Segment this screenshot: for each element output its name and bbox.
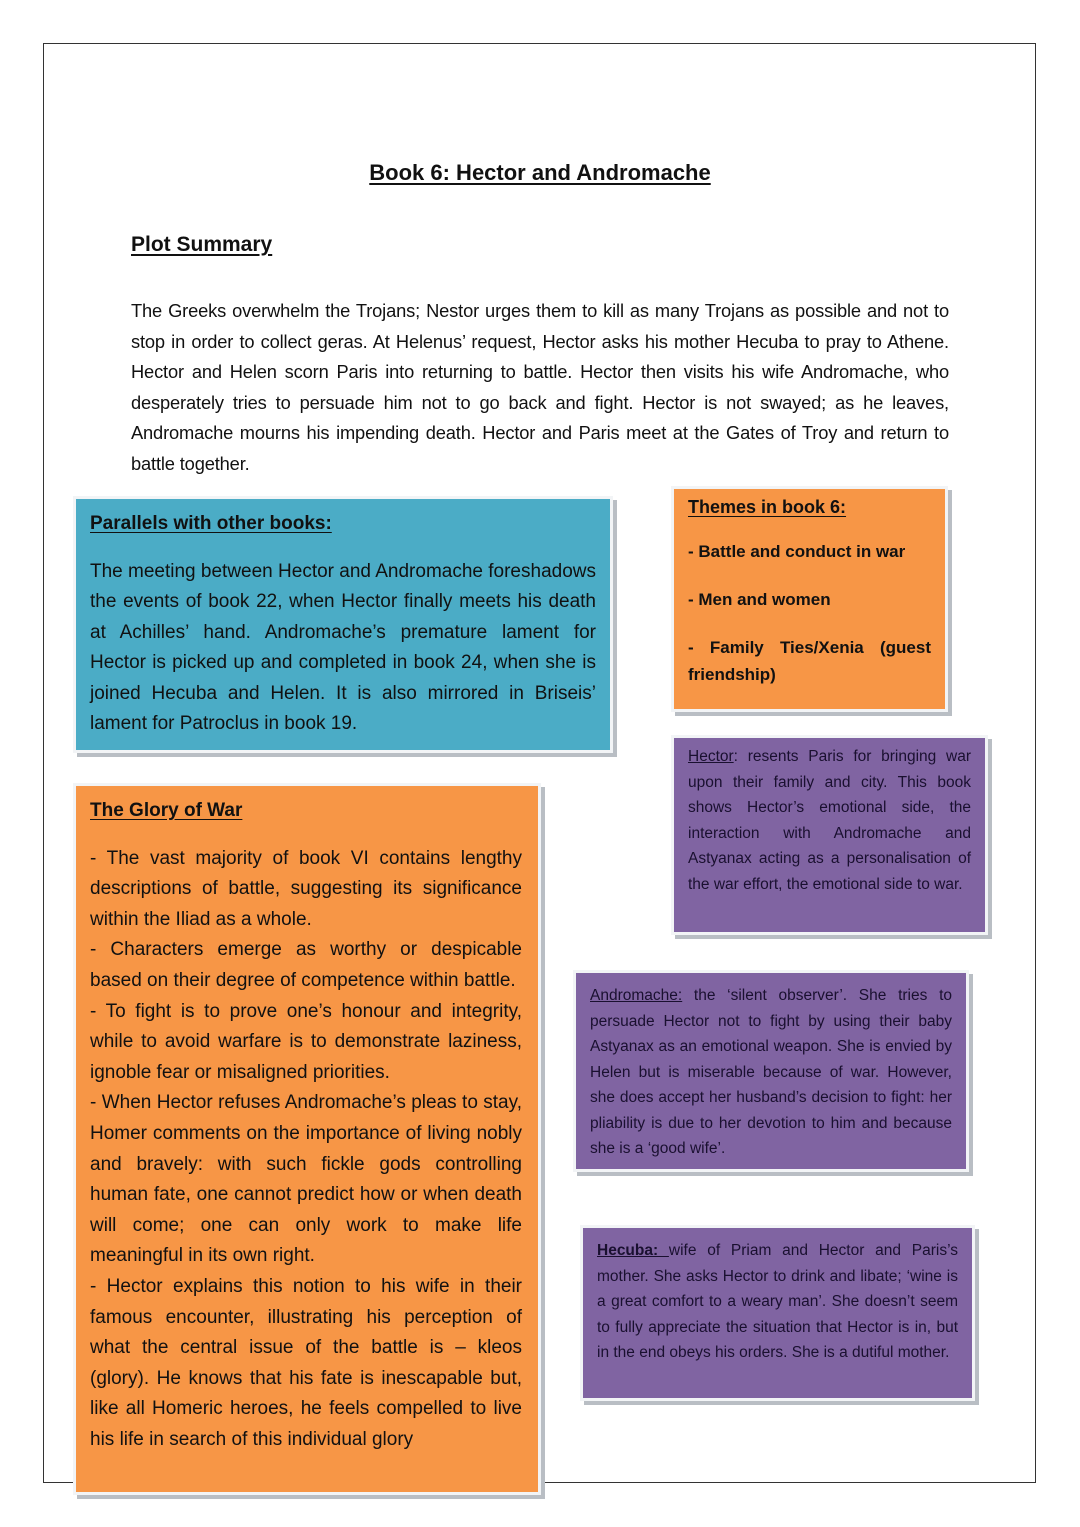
hector-text: resents Paris for bringing war upon their family and city. This book shows Hector’s emotional side, the interaction with Andromache and Astyanax acting as a personalisation of the war effort, the emotional side to war. (688, 748, 971, 893)
parallels-heading: Parallels with other books: (90, 513, 332, 534)
glory-point: - When Hector refuses Andromache’s pleas to stay, Homer comments on the importance of living nobly and bravely: with such fickle gods controlling human fate, one cannot predict how or when death will come; one can only work to make life meaningful in its own right. (90, 1092, 522, 1267)
hecuba-character-box (580, 1225, 975, 1401)
andromache-character-box (573, 970, 969, 1172)
glory-of-war-heading: The Glory of War (90, 800, 243, 821)
parallels-box (73, 496, 613, 753)
andromache-name: Andromache: (590, 987, 683, 1004)
glory-point: - The vast majority of book VI contains lengthy descriptions of battle, suggesting its significance within the Iliad as a whole. (90, 847, 522, 930)
glory-point: - Hector explains this notion to his wife in their famous encounter, illustrating his perception of what the central issue of the battle is – kleos (glory). He knows that his fate is inescapable but, like all Homeric heroes, he feels compelled to live his life in search of this individual glory (90, 1275, 522, 1450)
glory-point: - Characters emerge as worthy or despicable based on their degree of competence within battle. (90, 939, 522, 991)
themes-box (671, 486, 948, 712)
plot-summary-heading: Plot Summary (131, 233, 273, 256)
theme-item: - Family Ties/Xenia (guest friendship) (688, 638, 931, 684)
theme-item: - Men and women (688, 590, 831, 609)
page-title (0, 160, 1080, 186)
glory-point: - To fight is to prove one’s honour and integrity, while to avoid warfare is to demonstrate laziness, ignoble fear or misaligned priorities. (90, 1000, 522, 1083)
parallels-text: The meeting between Hector and Andromache foreshadows the events of book 22, when Hector finally meets his death at Achilles’ hand. Andromache’s premature lament for Hector is picked up and completed in book 24, when she is joined Hecuba and Helen. It is also mirrored in Briseis’ lament for Patroclus in book 19. (90, 560, 596, 734)
hector-character-box (671, 735, 988, 935)
themes-heading: Themes in book 6: (688, 497, 847, 517)
plot-summary-text: The Greeks overwhelm the Trojans; Nestor urges them to kill as many Trojans as possible and not to stop in order to collect geras. At Helenus’ request, Hector asks his mother Hecuba to pray to Athene. Hector and Helen scorn Paris into returning to battle. Hector then visits his wife Andromache, who desperately tries to persuade him not to go back and fight. Hector is not swayed; as he leaves, Andromache mourns his impending death. Hector and Paris meet at the Gates of Troy and return to battle together. (131, 300, 949, 474)
hector-name: Hector (688, 748, 734, 765)
hecuba-name: Hecuba: (597, 1242, 669, 1259)
andromache-text: the ‘silent observer’. She tries to persuade Hector not to fight by using their baby Astyanax as an emotional weapon. She is envied by Helen but is miserable because of war. However, she does accept her husband’s decision to fight: her pliability is due to her devotion to him and because she is a ‘good wife’. (590, 987, 952, 1157)
hector-sep: : (733, 748, 738, 765)
theme-item: - Battle and conduct in war (688, 542, 906, 561)
page-title-text: Book 6: Hector and Andromache (369, 160, 711, 185)
hecuba-text: wife of Priam and Hector and Paris’s mother. She asks Hector to drink and libate; ‘wine is a great comfort to a weary man’. She doesn’t seem to fully appreciate the situation that Hector is in, but in the end obeys his orders. She is a dutiful mother. (597, 1242, 958, 1361)
glory-of-war-box (73, 783, 541, 1495)
